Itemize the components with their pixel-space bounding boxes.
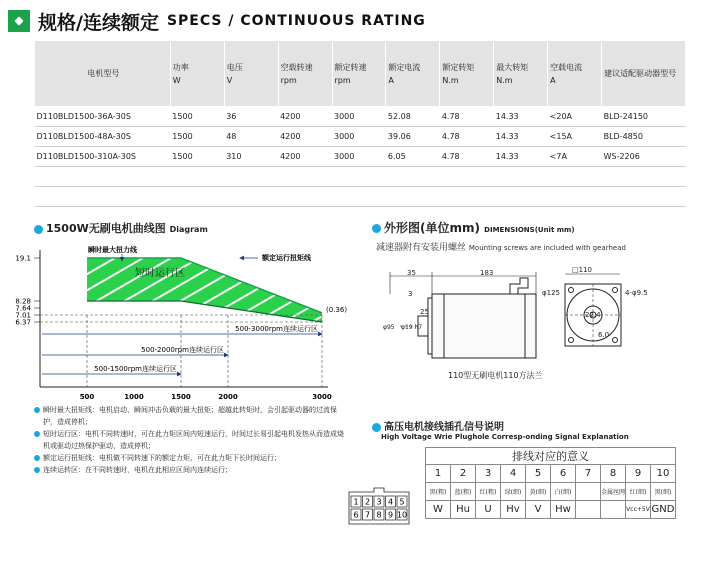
specs-cell <box>494 167 548 187</box>
connector-pin-label: 2 <box>364 497 371 507</box>
specs-col-header: 功率 W <box>170 41 224 107</box>
specs-cell: 48 <box>224 127 278 147</box>
zone-label: 500-2000rpm连续运行区 <box>141 346 224 354</box>
wiring-pins-row <box>426 465 676 483</box>
zone-label: 500-1500rpm连续运行区 <box>94 365 177 373</box>
specs-cell: <15A <box>548 127 602 147</box>
specs-cell: 310 <box>224 147 278 167</box>
specs-cell: 4.78 <box>440 127 494 147</box>
specs-cell: 6.05 <box>386 147 440 167</box>
specs-cell: BLD-4850 <box>602 127 686 147</box>
specs-cell: 36 <box>224 107 278 127</box>
wiring-cell: 黄(细) <box>526 483 551 501</box>
specs-col-header: 电机型号 <box>35 41 171 107</box>
wiring-cell: 红(细) <box>626 483 651 501</box>
dim-6: 6.0 <box>598 331 610 339</box>
specs-cell: 52.08 <box>386 107 440 127</box>
specs-col-header: 建议适配驱动器型号 <box>602 41 686 107</box>
specs-cell: 3000 <box>332 127 386 147</box>
bullet-icon <box>34 431 40 437</box>
specs-cell <box>35 187 171 207</box>
label-rated-torque: 额定运行扭矩线 <box>262 254 311 262</box>
specs-cell: 1500 <box>170 127 224 147</box>
specs-cell: 14.33 <box>494 147 548 167</box>
wiring-title <box>372 418 504 433</box>
page-header <box>8 8 426 34</box>
specs-cell: 14.33 <box>494 127 548 147</box>
dim-110: □110 <box>572 266 592 274</box>
wiring-cell <box>601 501 626 519</box>
dim-22-4: 22.4 <box>585 311 601 319</box>
specs-cell <box>386 167 440 187</box>
wiring-cell: 红(粗) <box>476 483 501 501</box>
bullet-icon <box>372 224 381 233</box>
connector-pin-label: 6 <box>353 510 359 520</box>
specs-row <box>35 107 686 127</box>
specs-col-header: 额定转矩 N.m <box>440 41 494 107</box>
specs-cell <box>440 187 494 207</box>
wiring-cell <box>576 501 601 519</box>
note-item <box>34 428 346 452</box>
specs-cell: 3000 <box>332 147 386 167</box>
dim-183: 183 <box>480 269 494 277</box>
wiring-cell: 3 <box>476 465 501 483</box>
wiring-cell: V <box>526 501 551 519</box>
wiring-cell: 黑(细) <box>651 483 676 501</box>
connector-pin-label: 4 <box>387 497 394 507</box>
wiring-cell <box>576 483 601 501</box>
zone-label: 500-3000rpm连续运行区 <box>235 325 318 333</box>
specs-cell: WS-2206 <box>602 147 686 167</box>
wiring-cell: GND <box>651 501 676 519</box>
specs-cell <box>548 167 602 187</box>
y-tick-label: 8.28 <box>15 297 31 306</box>
specs-cell: 4.78 <box>440 147 494 167</box>
wiring-cell: 金属丝网 <box>601 483 626 501</box>
connector-diagram <box>346 486 412 526</box>
curve-title-cn: 1500W无刷电机曲线图 <box>46 222 166 235</box>
dims-title-cn: 外形图(单位mm) <box>384 221 480 235</box>
specs-cell: BLD-24150 <box>602 107 686 127</box>
wiring-cell: Hu <box>451 501 476 519</box>
specs-cell: 4200 <box>278 147 332 167</box>
specs-cell <box>278 167 332 187</box>
wiring-cell: Hw <box>551 501 576 519</box>
specs-cell <box>602 167 686 187</box>
header-title-cn: 规格/连续额定 <box>38 11 159 34</box>
wiring-cell: 7 <box>576 465 601 483</box>
dims-caption: 110型无刷电机110方法兰 <box>448 371 543 380</box>
note-text: 连续运转区：在不同转速时，电机在此相应区间内连续运行； <box>43 466 232 474</box>
specs-cell <box>440 167 494 187</box>
wiring-cell: Vcc+5V <box>626 501 651 519</box>
wiring-cell: U <box>476 501 501 519</box>
wiring-cell: 绿(细) <box>501 483 526 501</box>
wiring-cell: 10 <box>651 465 676 483</box>
connector-pin-label: 10 <box>396 510 408 520</box>
wiring-cell: 8 <box>601 465 626 483</box>
dim-25: 25 <box>420 308 429 316</box>
connector-pin-label: 5 <box>399 497 405 507</box>
x-tick-label: 500 <box>79 393 95 401</box>
bullet-icon <box>372 423 381 432</box>
note-text: 瞬时最大扭矩线：电机启动、瞬间冲击负载的最大扭矩；超越此转矩时，会引起驱动器的过流保护，造成停机； <box>43 406 337 426</box>
wiring-cell: 白(细) <box>551 483 576 501</box>
dims-subtitle <box>376 240 626 253</box>
specs-cell <box>224 187 278 207</box>
dims-sub-en: Mounting screws are included with gearhead <box>468 244 626 252</box>
header-title-en: SPECS / CONTINUOUS RATING <box>166 13 426 29</box>
note-text: 额定运行扭矩线：电机做不同转速下的额定力矩，可在此力矩下长时间运行； <box>43 454 281 462</box>
wiring-cell: Hv <box>501 501 526 519</box>
wiring-cell: 4 <box>501 465 526 483</box>
note-item <box>34 404 346 428</box>
connector-pin-label: 8 <box>376 510 382 520</box>
specs-row <box>35 147 686 167</box>
specs-cell: 4200 <box>278 107 332 127</box>
specs-row <box>35 167 686 187</box>
specs-row <box>35 127 686 147</box>
specs-col-header: 额定电流 A <box>386 41 440 107</box>
specs-cell: <7A <box>548 147 602 167</box>
specs-cell <box>332 187 386 207</box>
specs-cell <box>602 187 686 207</box>
dimension-drawing <box>360 262 700 387</box>
specs-col-header: 最大转矩 N.m <box>494 41 548 107</box>
y-tick-label: 19.1 <box>15 254 31 263</box>
dim-95: φ95 <box>383 324 395 331</box>
wiring-cell: 蓝(粗) <box>451 483 476 501</box>
specs-cell: D110BLD1500-48A-30S <box>35 127 171 147</box>
dims-sub-cn: 减速器附有安装用螺丝 <box>376 243 467 253</box>
note-item <box>34 464 346 476</box>
connector-pin-label: 1 <box>353 497 359 507</box>
wiring-cell: 2 <box>451 465 476 483</box>
y-tick-label: 7.01 <box>15 311 31 320</box>
bullet-icon <box>34 467 40 473</box>
connector-pin-label: 7 <box>364 510 371 520</box>
wiring-cell: 黑(粗) <box>426 483 451 501</box>
note-text: 短时运行区：电机不同转速时，可在此力矩区间内短速运行，时间过长易引起电机发热从而造成烧机或驱动过热保护驱动，造成停机； <box>43 430 344 450</box>
y-tick-label: 7.64 <box>15 304 31 313</box>
x-tick-label: 1000 <box>124 393 144 401</box>
label-max-torque: 瞬时最大扭力线 <box>88 246 137 254</box>
specs-cell: 14.33 <box>494 107 548 127</box>
x-tick-label: 3000 <box>312 393 332 401</box>
curve-notes <box>34 404 346 476</box>
specs-cell <box>548 187 602 207</box>
wiring-cell: 1 <box>426 465 451 483</box>
connector-pin-label: 9 <box>387 510 394 520</box>
dim-3: 3 <box>408 290 413 298</box>
specs-cell: 1500 <box>170 147 224 167</box>
bullet-icon <box>34 455 40 461</box>
wiring-cell: 5 <box>526 465 551 483</box>
specs-cell: 4.78 <box>440 107 494 127</box>
wiring-signals-row <box>426 501 676 519</box>
specs-cell: 1500 <box>170 107 224 127</box>
wiring-table-title: 排线对应的意义 <box>426 448 676 465</box>
torque-curve-chart <box>0 232 350 402</box>
dims-title <box>372 219 575 236</box>
wiring-cell: 6 <box>551 465 576 483</box>
connector-pin-label: 3 <box>376 497 382 507</box>
logo-mark-icon <box>8 10 30 32</box>
x-tick-label: 1500 <box>171 393 191 401</box>
specs-col-header: 空载转速 rpm <box>278 41 332 107</box>
note-item <box>34 452 346 464</box>
wiring-table <box>425 447 676 519</box>
specs-cell: <20A <box>548 107 602 127</box>
specs-cell <box>170 167 224 187</box>
bullet-icon <box>34 407 40 413</box>
dim-4-95: 4-φ9.5 <box>625 289 648 297</box>
specs-cell <box>278 187 332 207</box>
y-tick-label: 6.37 <box>15 318 31 327</box>
wiring-title-en: High Voltage Wrie Plughole Corresp-onding Signal Explanation <box>381 433 629 441</box>
specs-col-header: 额定转速 rpm <box>332 41 386 107</box>
dim-35: 35 <box>407 269 416 277</box>
specs-cell <box>224 167 278 187</box>
specs-cell <box>386 187 440 207</box>
specs-cell <box>332 167 386 187</box>
specs-col-header: 电压 V <box>224 41 278 107</box>
dim-125: φ125 <box>542 289 560 297</box>
specs-cell: 3000 <box>332 107 386 127</box>
specs-cell <box>35 167 171 187</box>
specs-cell <box>170 187 224 207</box>
specs-cell: 4200 <box>278 127 332 147</box>
specs-row <box>35 187 686 207</box>
wiring-title-cn: 高压电机接线插孔信号说明 <box>384 422 504 433</box>
wiring-colors-row <box>426 483 676 501</box>
specs-col-header: 空载电流 A <box>548 41 602 107</box>
wiring-cell: 9 <box>626 465 651 483</box>
specs-table <box>34 40 686 207</box>
x-tick-label: 2000 <box>218 393 238 401</box>
dims-title-en: DIMENSIONS(Unit mm) <box>484 226 575 234</box>
curve-title-en: Diagram <box>169 225 208 234</box>
dim-19: φ19 h7 <box>401 324 423 331</box>
wiring-cell: W <box>426 501 451 519</box>
specs-cell: D110BLD1500-310A-30S <box>35 147 171 167</box>
specs-header-row <box>35 41 686 107</box>
label-036: (0.36) <box>326 306 348 314</box>
specs-cell: D110BLD1500-36A-30S <box>35 107 171 127</box>
label-short-zone: 短时运行区 <box>135 268 185 279</box>
specs-cell: 39.06 <box>386 127 440 147</box>
specs-cell <box>494 187 548 207</box>
